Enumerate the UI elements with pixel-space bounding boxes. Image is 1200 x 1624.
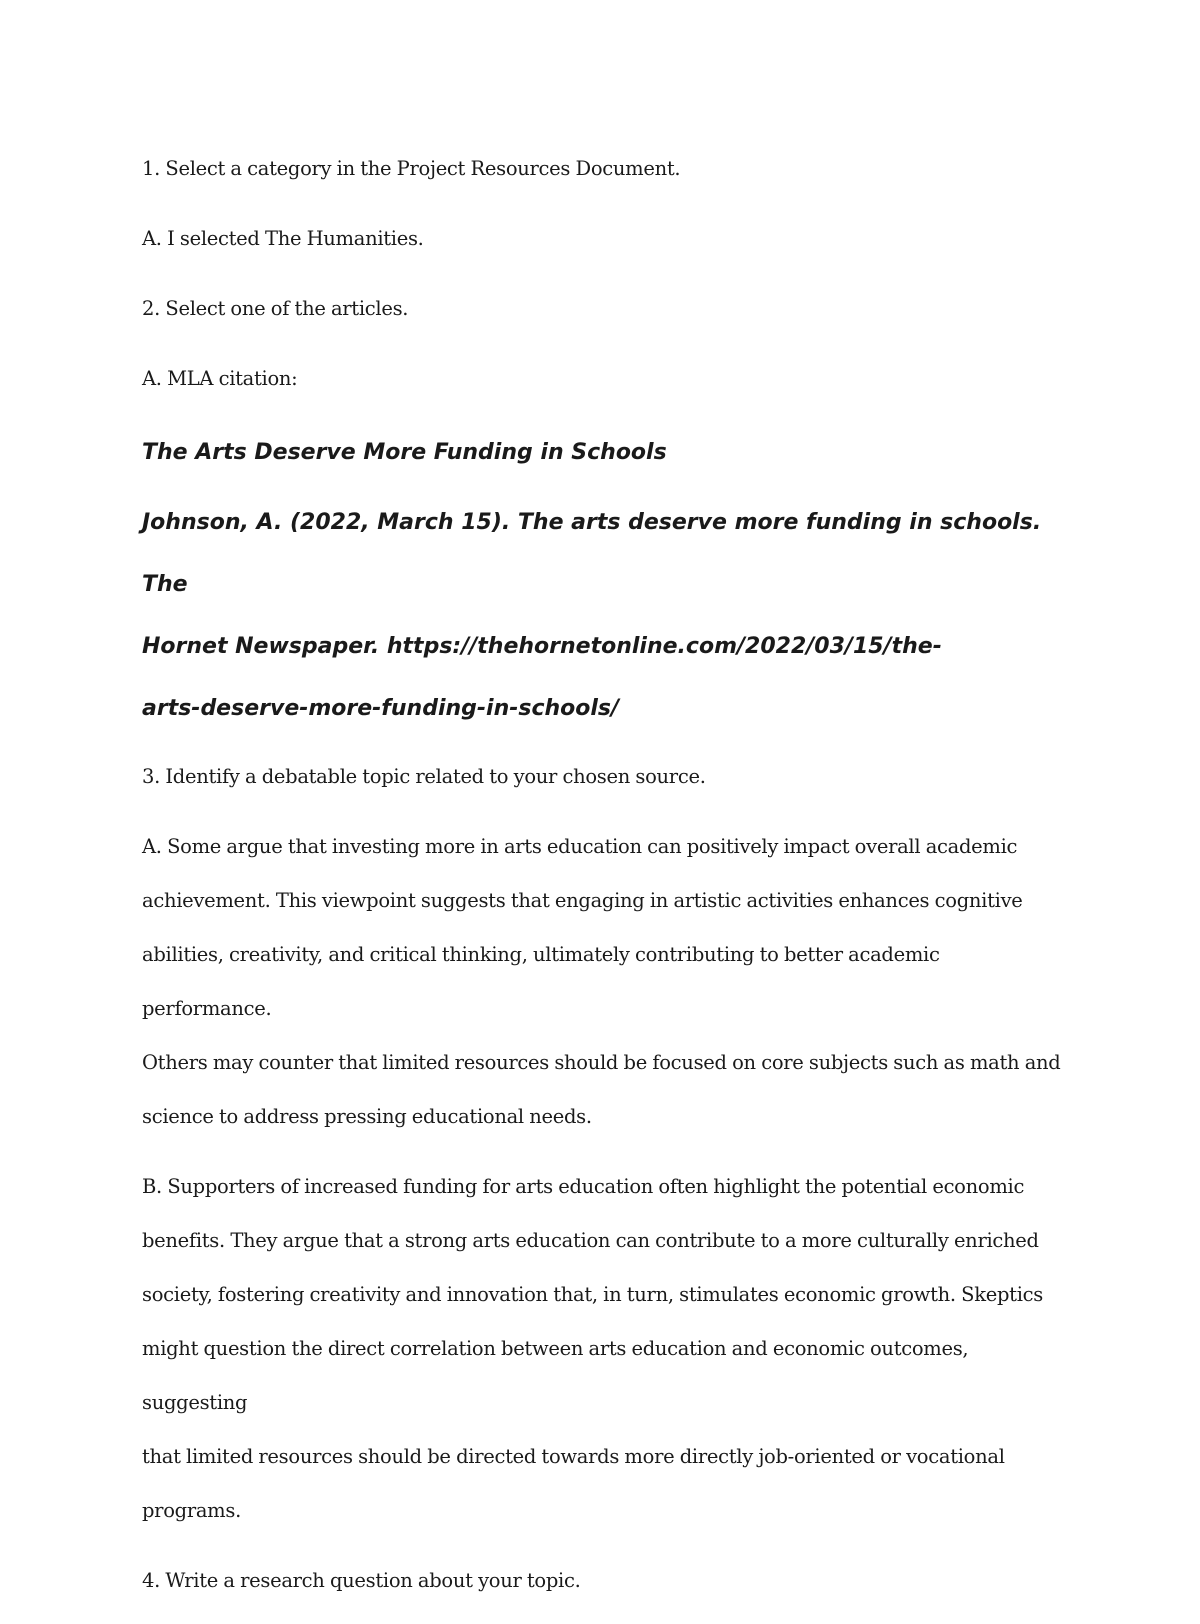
question-2: 2. Select one of the articles.	[142, 297, 409, 320]
question-1: 1. Select a category in the Project Resources Document.	[142, 157, 681, 180]
citation-title: The Arts Deserve More Funding in Schools	[142, 440, 667, 465]
answer-line: society, fostering creativity and innovation that, in turn, stimulates economic growth. Skeptics	[142, 1283, 1043, 1306]
citation-line: Johnson, A. (2022, March 15). The arts deserve more funding in schools. The	[142, 510, 1042, 597]
answer-line: achievement. This viewpoint suggests that engaging in artistic activities enhances cognitive	[142, 889, 1023, 912]
answer-line: abilities, creativity, and critical thinking, ultimately contributing to better academic performance.	[142, 943, 940, 1020]
citation-line: arts-deserve-more-funding-in-schools/	[142, 696, 620, 721]
answer-line: Others may counter that limited resources should be focused on core subjects such as math and	[142, 1051, 1061, 1074]
question-3: 3. Identify a debatable topic related to your chosen source.	[142, 765, 706, 788]
document-body	[142, 142, 1062, 1624]
answer-3a	[142, 820, 1062, 1144]
answer-line: science to address pressing educational needs.	[142, 1105, 592, 1128]
answer-2-label: A. MLA citation:	[142, 367, 298, 390]
citation-reference	[142, 492, 1062, 740]
answer-line: B. Supporters of increased funding for arts education often highlight the potential economic	[142, 1175, 1025, 1198]
question-4: 4. Write a research question about your topic.	[142, 1569, 581, 1592]
citation-line: Hornet Newspaper. https://thehornetonline.com/2022/03/15/the-	[142, 634, 942, 659]
answer-line: benefits. They argue that a strong arts education can contribute to a more culturally enriched	[142, 1229, 1039, 1252]
answer-line: might question the direct correlation between arts education and economic outcomes, suggesting	[142, 1337, 969, 1414]
answer-line: A. Some argue that investing more in arts education can positively impact overall academic	[142, 835, 1018, 858]
answer-line: programs.	[142, 1499, 241, 1522]
answer-line: that limited resources should be directed towards more directly job-oriented or vocational	[142, 1445, 1005, 1468]
answer-1: A. I selected The Humanities.	[142, 227, 424, 250]
answer-3b	[142, 1160, 1062, 1538]
